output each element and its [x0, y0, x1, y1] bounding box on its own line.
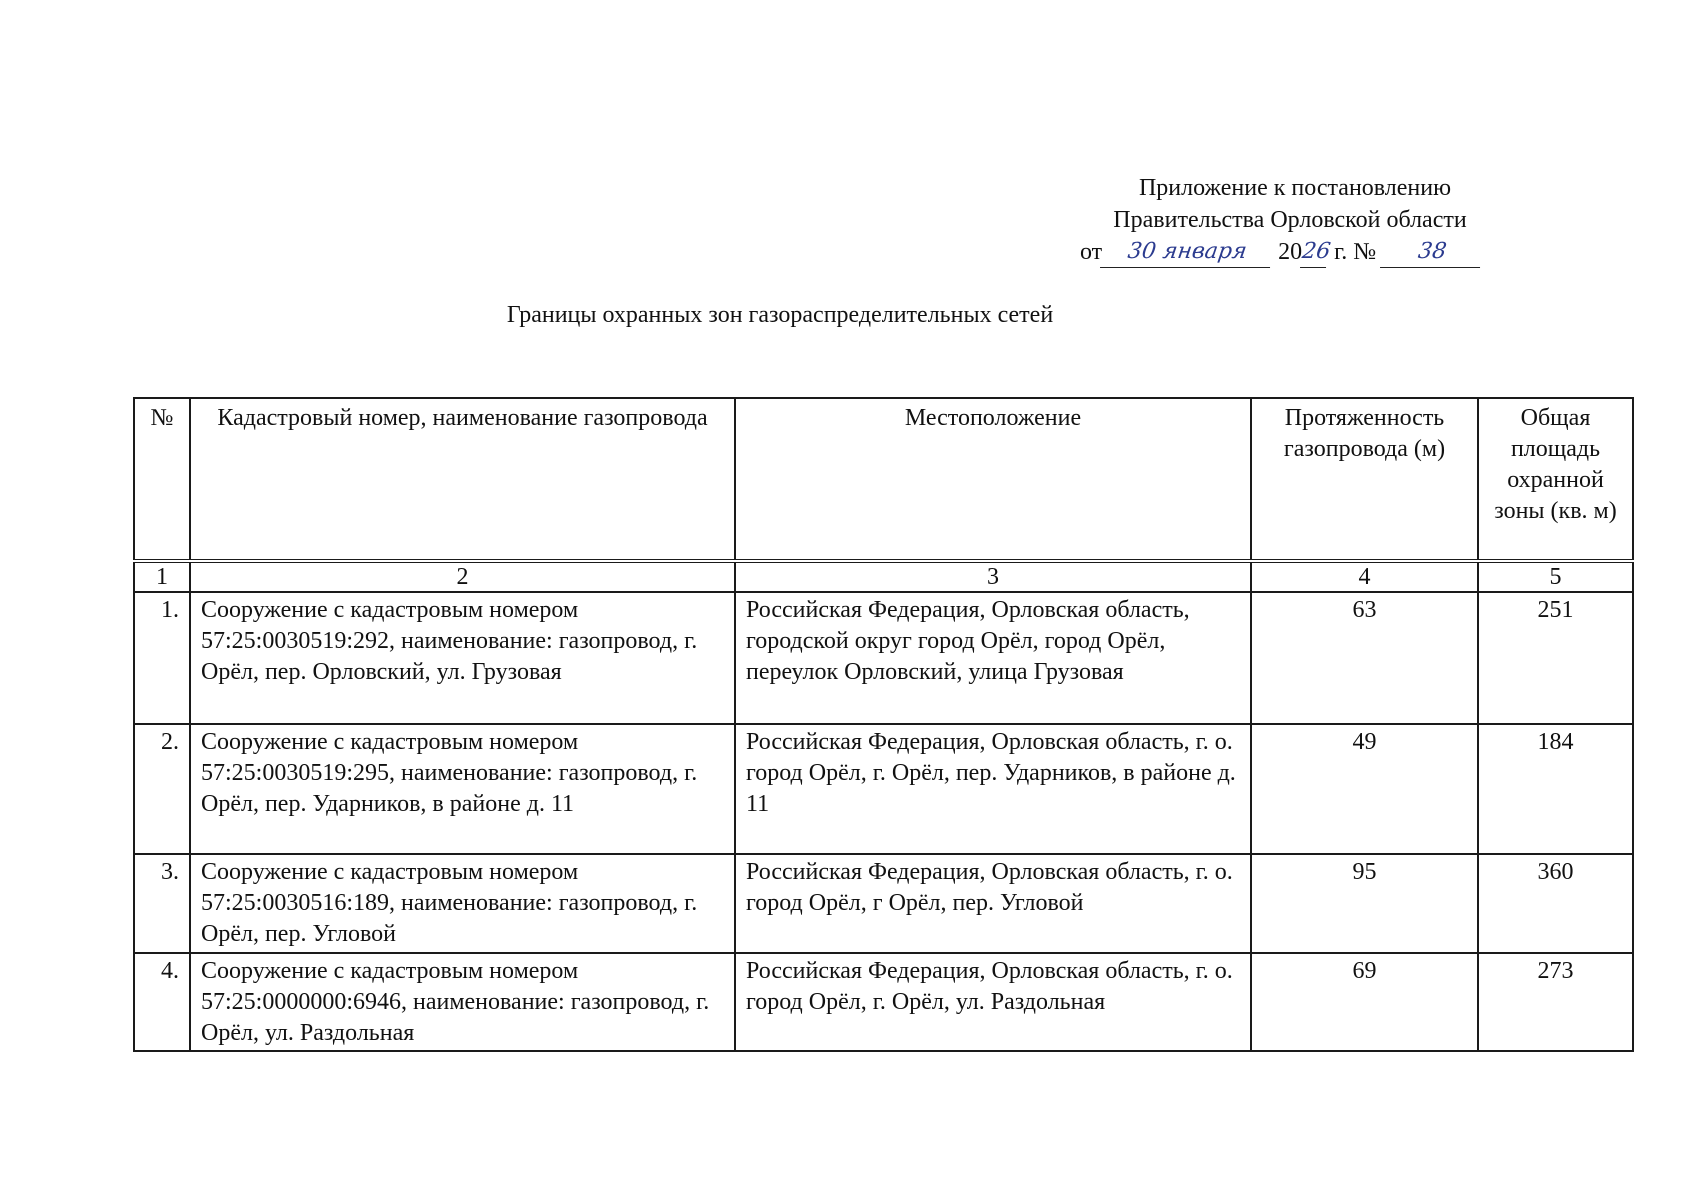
row-length: 63: [1251, 592, 1478, 724]
row-area: 360: [1478, 854, 1633, 953]
table-row: [134, 724, 1633, 854]
header-area: Общая площадь охранной зоны (кв. м): [1478, 398, 1633, 561]
column-numbers-row: [134, 561, 1633, 592]
row-cadastral-name: Сооружение с кадастровым номером 57:25:0030519:295, наименование: газопровод, г. Орёл, пер. Ударников, в районе д. 11: [190, 724, 735, 854]
row-number: 2.: [134, 724, 190, 854]
row-length: 69: [1251, 953, 1478, 1051]
year-suffix: г. №: [1334, 239, 1377, 265]
row-area: 184: [1478, 724, 1633, 854]
handwritten-number: 38: [1380, 239, 1484, 268]
row-length: 95: [1251, 854, 1478, 953]
row-location: Российская Федерация, Орловская область, г. о. город Орёл, г Орёл, пер. Угловой: [735, 854, 1251, 953]
table-row: [134, 854, 1633, 953]
column-number: 3: [735, 561, 1251, 592]
appendix-header-line-2: Правительства Орловской области: [1113, 207, 1467, 233]
row-area: 251: [1478, 592, 1633, 724]
row-number: 3.: [134, 854, 190, 953]
table-row: [134, 953, 1633, 1051]
column-number: 1: [134, 561, 190, 592]
column-number: 4: [1251, 561, 1478, 592]
resolution-date-line: [1080, 236, 1500, 268]
row-area: 273: [1478, 953, 1633, 1051]
year-prefix: 20: [1278, 239, 1303, 265]
column-number: 5: [1478, 561, 1633, 592]
header-number: №: [134, 398, 190, 561]
row-length: 49: [1251, 724, 1478, 854]
row-location: Российская Федерация, Орловская область, городской округ город Орёл, город Орёл, переулок Орловский, улица Грузовая: [735, 592, 1251, 724]
header-cadastral-name: Кадастровый номер, наименование газопровода: [190, 398, 735, 561]
handwritten-date: 30 января: [1100, 239, 1274, 268]
row-cadastral-name: Сооружение с кадастровым номером 57:25:0030519:292, наименование: газопровод, г. Орёл, пер. Орловский, ул. Грузовая: [190, 592, 735, 724]
row-number: 4.: [134, 953, 190, 1051]
appendix-header-line-1: Приложение к постановлению: [1138, 175, 1452, 201]
date-prefix: от: [1080, 239, 1103, 265]
gas-network-zones-table: [133, 397, 1634, 1052]
header-length: Протяженность газопровода (м): [1251, 398, 1478, 561]
document-title: Границы охранных зон газораспределительных сетей: [506, 302, 1054, 328]
table-header-row: [134, 398, 1633, 561]
row-location: Российская Федерация, Орловская область, г. о. город Орёл, г. Орёл, пер. Ударников, в районе д. 11: [735, 724, 1251, 854]
header-location: Местоположение: [735, 398, 1251, 561]
row-location: Российская Федерация, Орловская область, г. о. город Орёл, г. Орёл, ул. Раздольная: [735, 953, 1251, 1051]
appendix-header: [1080, 172, 1500, 268]
table-row: [134, 592, 1633, 724]
handwritten-year: 26: [1300, 239, 1330, 268]
row-number: 1.: [134, 592, 190, 724]
row-cadastral-name: Сооружение с кадастровым номером 57:25:0030516:189, наименование: газопровод, г. Орёл, пер. Угловой: [190, 854, 735, 953]
row-cadastral-name: Сооружение с кадастровым номером 57:25:0000000:6946, наименование: газопровод, г. Орёл, ул. Раздольная: [190, 953, 735, 1051]
column-number: 2: [190, 561, 735, 592]
